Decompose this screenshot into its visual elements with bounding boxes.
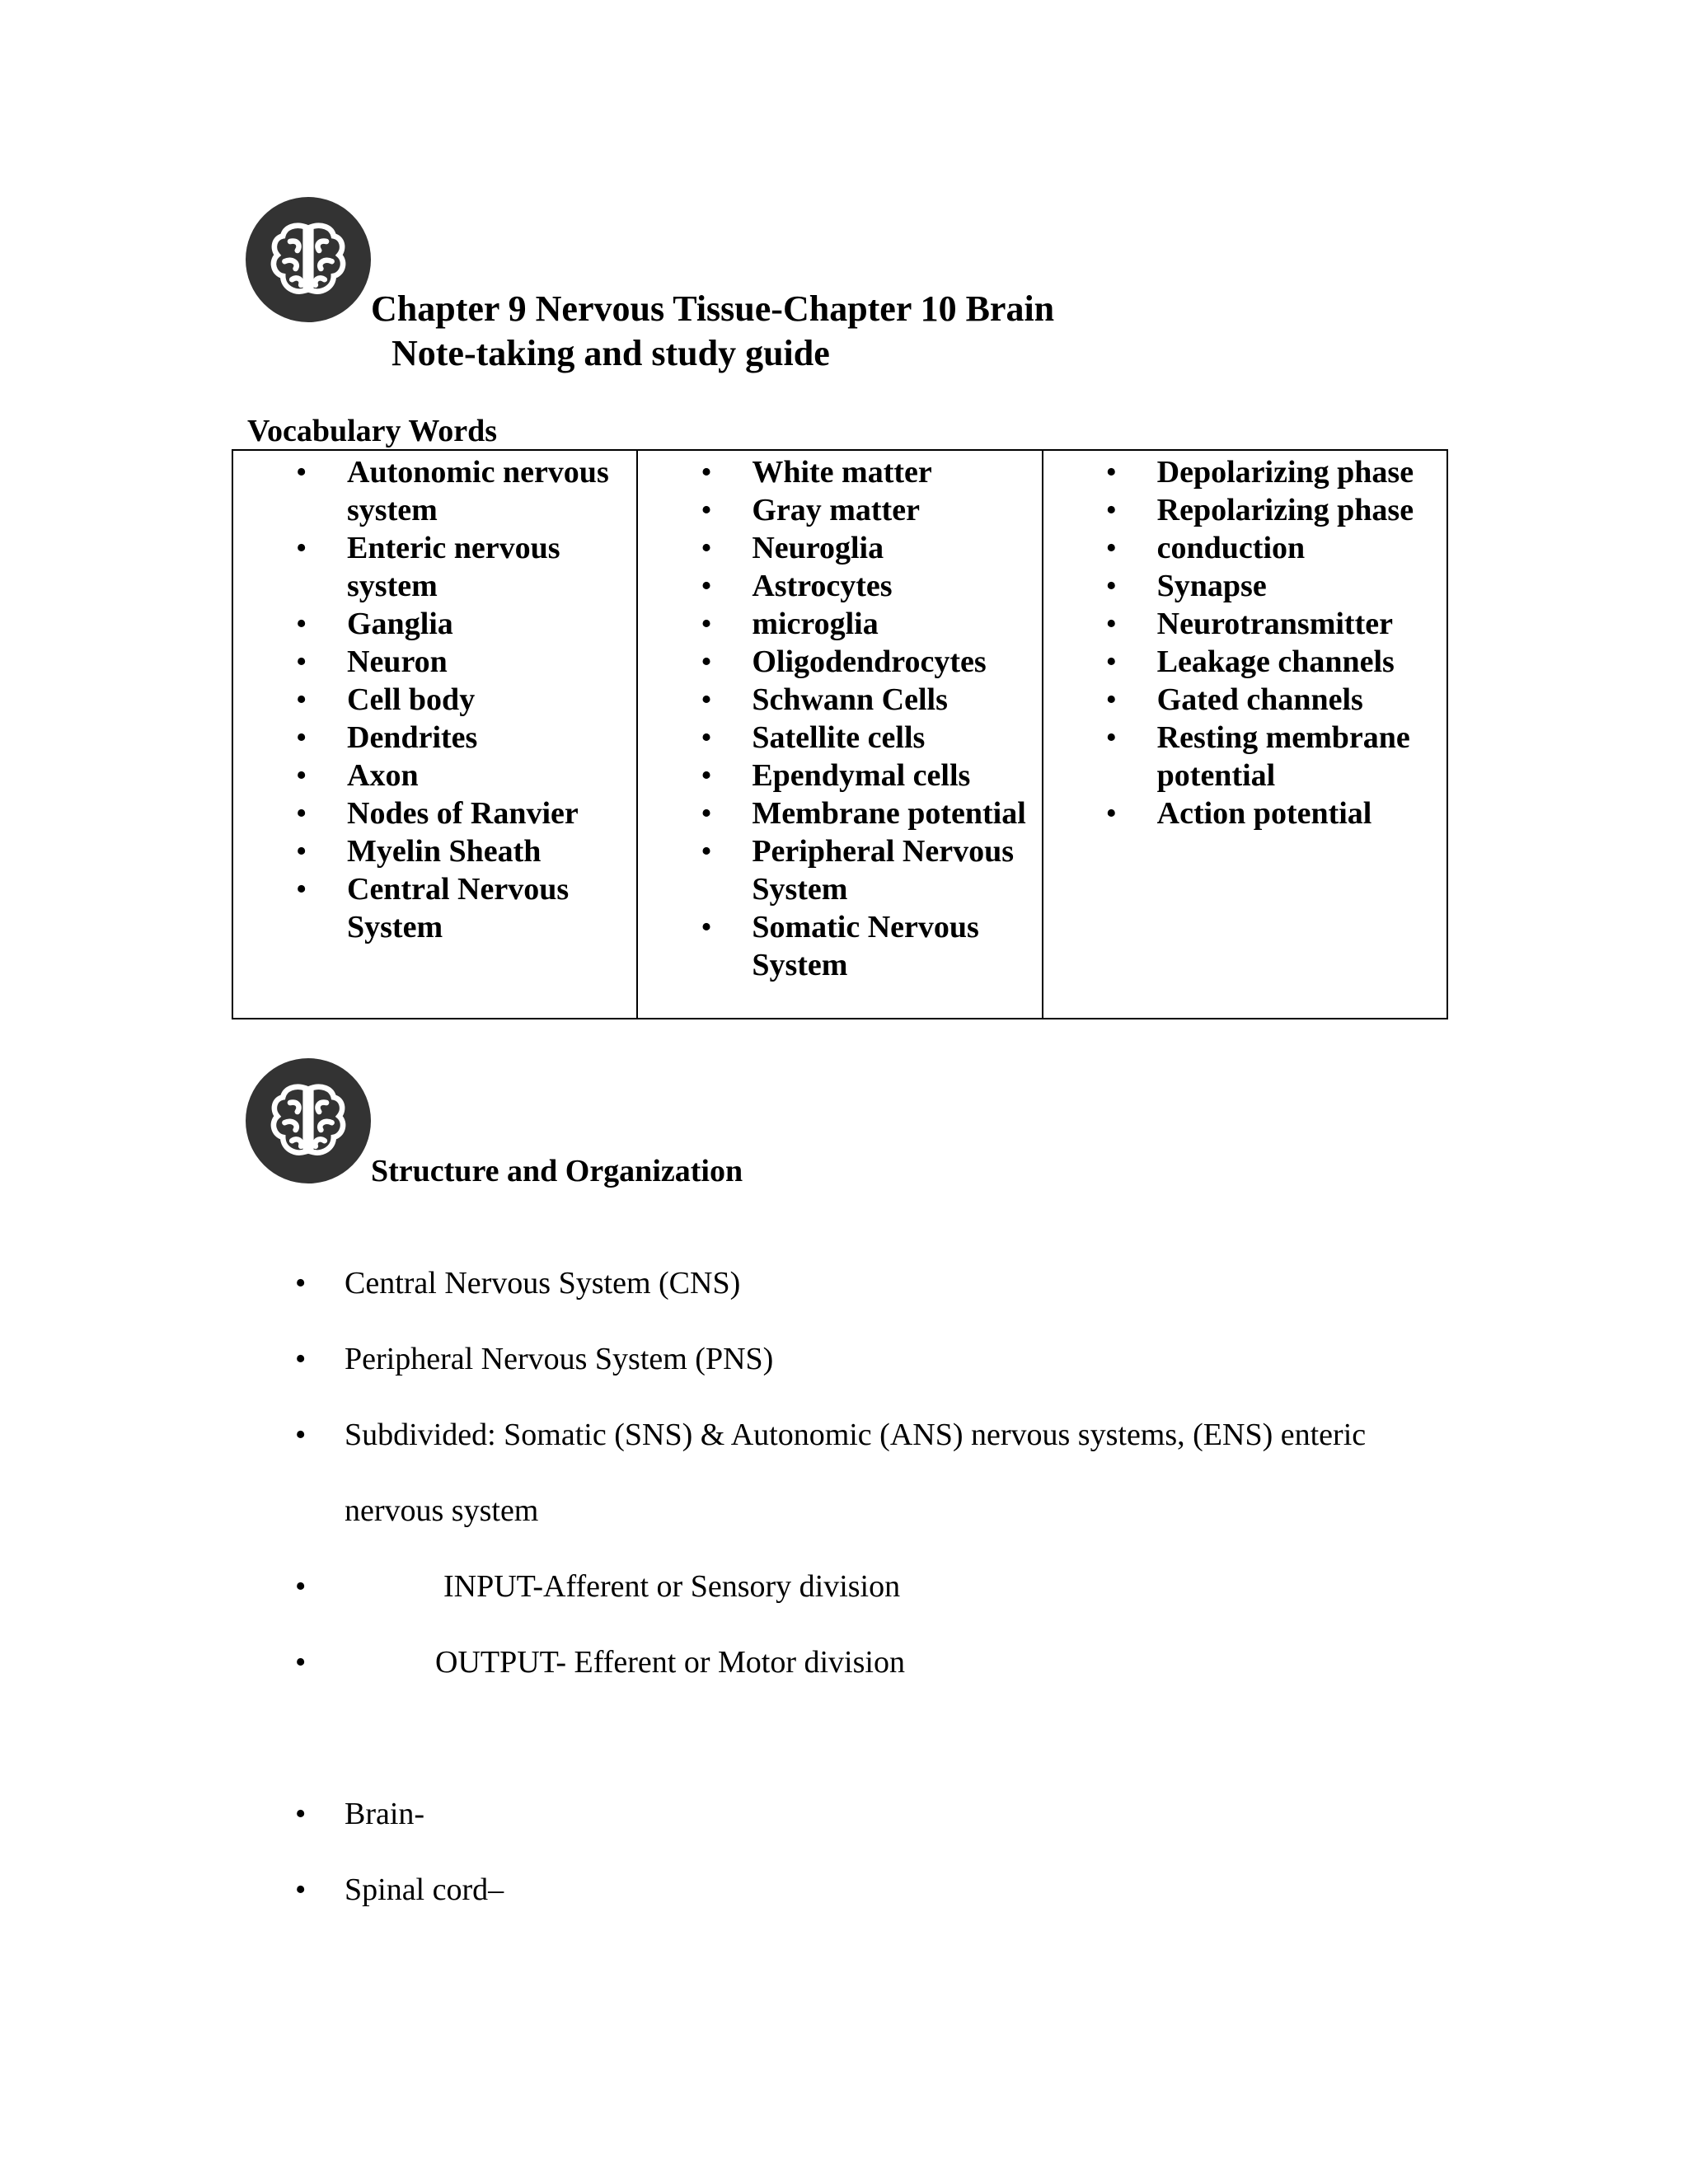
vocab-item: • Ependymal cells [638,757,1041,794]
bullet: • [295,1872,307,1907]
vocab-item: • Synapse [1043,567,1447,605]
list-item: Central Nervous System (CNS) [345,1266,741,1301]
vocab-item: • Resting membrane potential [1043,719,1447,794]
vocab-item: • Leakage channels [1043,643,1447,681]
brain-icon [246,1058,371,1183]
vocab-item: • Enteric nervous system [233,529,636,605]
list-item: Peripheral Nervous System (PNS) [345,1342,774,1376]
vocab-item: • Depolarizing phase [1043,453,1447,491]
vocab-item: • Gated channels [1043,681,1447,719]
vocab-item: • Myelin Sheath [233,832,636,870]
bullet: • [295,1645,307,1680]
list-item: Spinal cord– [345,1872,504,1907]
vocab-item: • Cell body [233,681,636,719]
list-item: Subdivided: Somatic (SNS) & Autonomic (ANS) nervous systems, (ENS) enteric [345,1418,1367,1452]
vocabulary-heading: Vocabulary Words [247,414,498,448]
vocab-item: • Neurotransmitter [1043,605,1447,643]
bullet: • [295,1266,307,1301]
vocab-item: • Astrocytes [638,567,1041,605]
vocab-item: • White matter [638,453,1041,491]
page-subtitle: Note-taking and study guide [392,333,830,373]
vocab-item: • Schwann Cells [638,681,1041,719]
vocab-item: • Neuron [233,643,636,681]
vocab-item: • Peripheral Nervous System [638,832,1041,908]
list-item: Brain- [345,1797,425,1831]
vocab-item: • conduction [1043,529,1447,567]
vocab-item: • Satellite cells [638,719,1041,757]
vocabulary-table [232,449,1448,1019]
section-title: Structure and Organization [371,1154,743,1188]
vocab-item: • Central Nervous System [233,870,636,946]
vocab-item: • Dendrites [233,719,636,757]
vocab-item: • Somatic Nervous System [638,908,1041,984]
vocabulary-column-2 [636,451,1041,1018]
vocab-item: • microglia [638,605,1041,643]
list-item: INPUT-Afferent or Sensory division [443,1569,901,1604]
vocab-item: • Axon [233,757,636,794]
vocab-item: • Action potential [1043,794,1447,832]
list-item: OUTPUT- Efferent or Motor division [435,1645,905,1680]
bullet: • [295,1418,307,1452]
page-title: Chapter 9 Nervous Tissue-Chapter 10 Brain [371,288,1055,329]
vocab-item: • Oligodendrocytes [638,643,1041,681]
list-item-continuation: nervous system [345,1493,539,1528]
vocabulary-column-3 [1042,451,1447,1018]
bullet: • [295,1797,307,1831]
vocab-item: • Gray matter [638,491,1041,529]
vocab-item: • Autonomic nervous system [233,453,636,529]
vocab-item: • Ganglia [233,605,636,643]
brain-icon [246,197,371,322]
vocabulary-column-1 [233,451,636,1018]
vocab-item: • Repolarizing phase [1043,491,1447,529]
bullet: • [295,1569,307,1604]
vocab-item: • Neuroglia [638,529,1041,567]
vocab-item: • Membrane potential [638,794,1041,832]
vocab-item: • Nodes of Ranvier [233,794,636,832]
bullet: • [295,1342,307,1376]
